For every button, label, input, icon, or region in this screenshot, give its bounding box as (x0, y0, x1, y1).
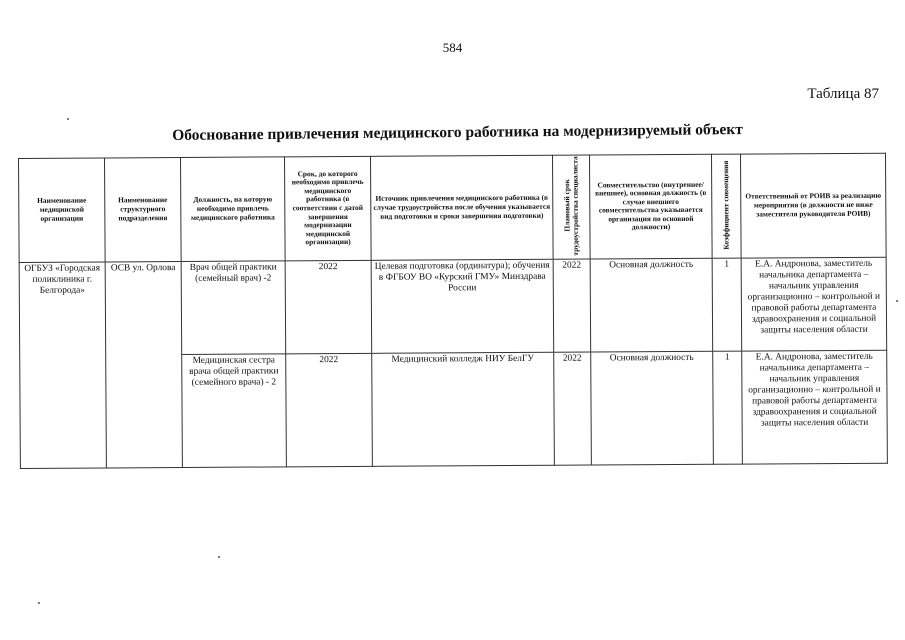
cell-coefficient: 1 (713, 351, 743, 464)
header-organization: Наименование медицинской организации (19, 158, 106, 262)
table-row (19, 257, 887, 355)
table-label: Таблица 87 (807, 86, 879, 102)
scan-speck (67, 118, 69, 120)
table-row (20, 350, 888, 468)
cell-position: Врач общей практики (семейный врач) -2 (181, 260, 286, 354)
cell-unit (106, 354, 183, 467)
header-deadline: Срок, до которого необходимо привлечь медицинского работника (в соответствии с датой завершения модернизации медицинской организации) (284, 156, 371, 260)
scan-speck (218, 556, 220, 558)
header-coefficient-text: Коэффициент совмещения (720, 160, 731, 250)
document-title: Обоснование привлечения медицинского работника на модернизируемый объект (172, 121, 743, 144)
cell-planned-year: 2022 (554, 352, 592, 465)
cell-deadline: 2022 (285, 260, 372, 354)
scan-speck (896, 300, 898, 302)
scan-speck (38, 602, 40, 604)
cell-planned-year: 2022 (553, 259, 591, 352)
cell-organization (20, 355, 107, 469)
header-planned-year (552, 155, 590, 259)
modernization-staff-table (18, 153, 888, 469)
cell-coefficient: 1 (712, 258, 742, 351)
header-combination: Совместительство (внутреннее/ внешнее), основная должность (в случае внешнего совместительства указывается организация по основной должности) (589, 154, 712, 258)
table-header-row (19, 153, 887, 262)
cell-responsible: Е.А. Андронова, заместитель начальника департамента – начальник управления организационно – контрольной и правовой работы департамента здравоохранения и социальной защиты населения области (742, 350, 888, 464)
cell-combination: Основная должность (590, 258, 713, 352)
header-responsible: Ответственный от РОИВ за реализацию мероприятия (в должности не ниже заместителя руководителя РОИВ) (740, 153, 886, 257)
cell-source: Целевая подготовка (ординатура); обучения в ФГБОУ ВО «Курский ГМУ» Минздрава России (371, 259, 554, 353)
header-planned-year-text: Плановый срок трудоустройства специалиста (561, 155, 580, 256)
header-unit: Наименование структурного подразделения (105, 158, 182, 262)
header-coefficient (711, 154, 741, 258)
cell-combination: Основная должность (591, 351, 714, 465)
header-source: Источник привлечения медицинского работника (в случае трудоустройства после обучения указывается вид подготовки и сроки завершения подготовки) (370, 155, 553, 260)
cell-deadline: 2022 (286, 353, 373, 467)
cell-organization: ОГБУЗ «Городская поликлиника г. Белгорода» (19, 262, 106, 356)
cell-position: Медицинская сестра врача общей практики (семейного врача) - 2 (182, 353, 287, 467)
table-container (18, 153, 887, 469)
cell-source: Медицинский колледж НИУ БелГУ (372, 352, 555, 466)
page-number: 584 (442, 40, 463, 55)
cell-responsible: Е.А. Андронова, заместитель начальника департамента – начальник управления организационно – контрольной и правовой работы департамента здравоохранения и социальной защиты населения области (741, 257, 887, 351)
header-position: Должность, на которую необходимо привлечь медицинского работника (181, 157, 286, 261)
cell-unit: ОСВ ул. Орлова (105, 261, 182, 354)
